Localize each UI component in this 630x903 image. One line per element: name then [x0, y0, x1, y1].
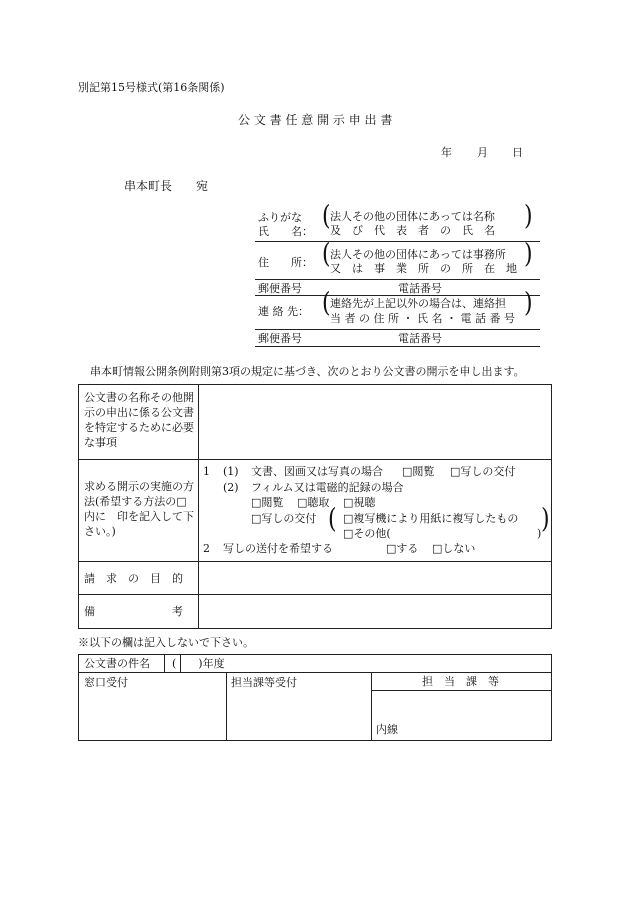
- option-1-2-view-checkbox[interactable]: □閲覧: [251, 496, 284, 509]
- office-subject-divider-1: [164, 654, 165, 672]
- phone-label-2: 電話番号: [398, 332, 442, 345]
- option-1-1-text: 文書、図画又は写真の場合: [251, 465, 383, 478]
- postal-label-1: 郵便番号: [258, 282, 302, 295]
- copy-detail-open-bracket: (: [328, 503, 337, 535]
- window-reception-label: 窓口受付: [84, 676, 128, 689]
- charge-dept-label: 担 当 課 等: [422, 675, 499, 688]
- contact-note-line-1: 連絡先が上記以外の場合は、連絡担: [330, 297, 506, 310]
- name-note-open-bracket: (: [322, 200, 331, 232]
- remarks-label: 備 考: [84, 605, 183, 618]
- intro-text: 串本町情報公開条例附則第3項の規定に基づき、次のとおり公文書の開示を申し出ます。: [90, 365, 525, 378]
- contact-label: 連 絡 先：: [258, 305, 309, 318]
- option-1-2-watch-checkbox[interactable]: □視聴: [343, 496, 376, 509]
- option-1-1-view-checkbox[interactable]: □閲覧: [402, 465, 435, 478]
- date-day: 日: [512, 146, 523, 159]
- option-other-close: ): [537, 527, 542, 540]
- form-title: 公 文 書 任 意 開 示 申 出 書: [238, 113, 393, 127]
- doc-name-field[interactable]: [200, 386, 550, 457]
- extension-label: 内線: [376, 723, 398, 736]
- option-1-2-number: (2): [223, 481, 239, 494]
- option-1-2-listen-checkbox[interactable]: □聴取: [297, 496, 330, 509]
- table-row-divider-3: [78, 594, 552, 595]
- table-column-divider: [198, 384, 199, 629]
- date-year: 年: [441, 146, 452, 159]
- postal-underline-2: [255, 346, 540, 347]
- name-label: 氏 名：: [258, 225, 313, 238]
- option-1-1-copy-checkbox[interactable]: □写しの交付: [450, 465, 516, 478]
- furigana-label: ふりがな: [258, 211, 302, 224]
- option-1-number: 1: [203, 465, 210, 478]
- purpose-field[interactable]: [200, 563, 550, 592]
- option-copier-checkbox[interactable]: □複写機により用紙に複写したもの: [343, 512, 519, 525]
- addressee-suffix: 宛: [196, 179, 209, 193]
- send-copy-yes-checkbox[interactable]: □する: [386, 542, 419, 555]
- contact-note-close-bracket: ): [524, 287, 533, 319]
- doc-name-label: 公文書の名称その他開示の申出に係る公文書を特定するために必要な事項: [84, 391, 194, 449]
- address-underline: [255, 279, 540, 280]
- method-label: 求める開示の実施の方法(希望する方法の□内に 印を記入して下さい。): [84, 480, 194, 538]
- contact-underline: [255, 329, 540, 330]
- phone-label-1: 電話番号: [398, 282, 442, 295]
- option-1-2-copy-checkbox[interactable]: □写しの交付: [251, 512, 317, 525]
- name-note-close-bracket: ): [524, 200, 533, 232]
- remarks-field[interactable]: [200, 596, 550, 627]
- option-2-number: 2: [203, 542, 210, 555]
- address-note-line-2: 又 は 事 業 所 の 所 在 地: [330, 262, 517, 275]
- dept-reception-label: 担当課等受付: [231, 676, 297, 689]
- office-col-divider-1: [226, 672, 227, 741]
- option-1-2-text: フィルム又は電磁的記録の場合: [251, 481, 404, 494]
- fiscal-year-label: ( )年度: [172, 657, 225, 670]
- name-note-line-1: 法人その他の団体にあっては名称: [330, 210, 495, 223]
- date-month: 月: [477, 146, 488, 159]
- option-2-text: 写しの送付を希望する: [223, 542, 333, 555]
- purpose-label: 請 求 の 目 的: [84, 572, 183, 585]
- send-copy-no-checkbox[interactable]: □しない: [432, 542, 476, 555]
- table-row-divider-2: [78, 561, 552, 562]
- office-col-divider-2: [371, 672, 372, 741]
- doc-subject-label: 公文書の件名: [84, 657, 150, 670]
- address-label: 住 所：: [258, 256, 313, 269]
- address-note-close-bracket: ): [524, 238, 533, 270]
- copy-detail-close-bracket: ): [541, 503, 550, 535]
- option-1-1-number: (1): [223, 465, 239, 478]
- postal-underline-1: [255, 295, 540, 296]
- table-row-divider-1: [78, 459, 552, 460]
- form-number: 別記第15号様式(第16条関係): [78, 81, 225, 94]
- office-row-divider: [78, 672, 552, 673]
- name-underline: [255, 241, 540, 242]
- addressee-name: 串本町長: [124, 179, 173, 193]
- contact-note-line-2: 当 者 の 住 所 ・ 氏 名 ・ 電 話 番 号: [330, 312, 515, 325]
- name-note-line-2: 及 び 代 表 者 の 氏 名: [330, 224, 495, 237]
- postal-label-2: 郵便番号: [258, 332, 302, 345]
- option-other-checkbox[interactable]: □その他(: [343, 527, 391, 540]
- contact-note-open-bracket: (: [322, 287, 331, 319]
- office-use-note: ※以下の欄は記入しないで下さい。: [78, 636, 254, 649]
- office-charge-divider: [371, 690, 552, 691]
- address-note-line-1: 法人その他の団体にあっては事務所: [330, 248, 506, 261]
- address-note-open-bracket: (: [322, 238, 331, 270]
